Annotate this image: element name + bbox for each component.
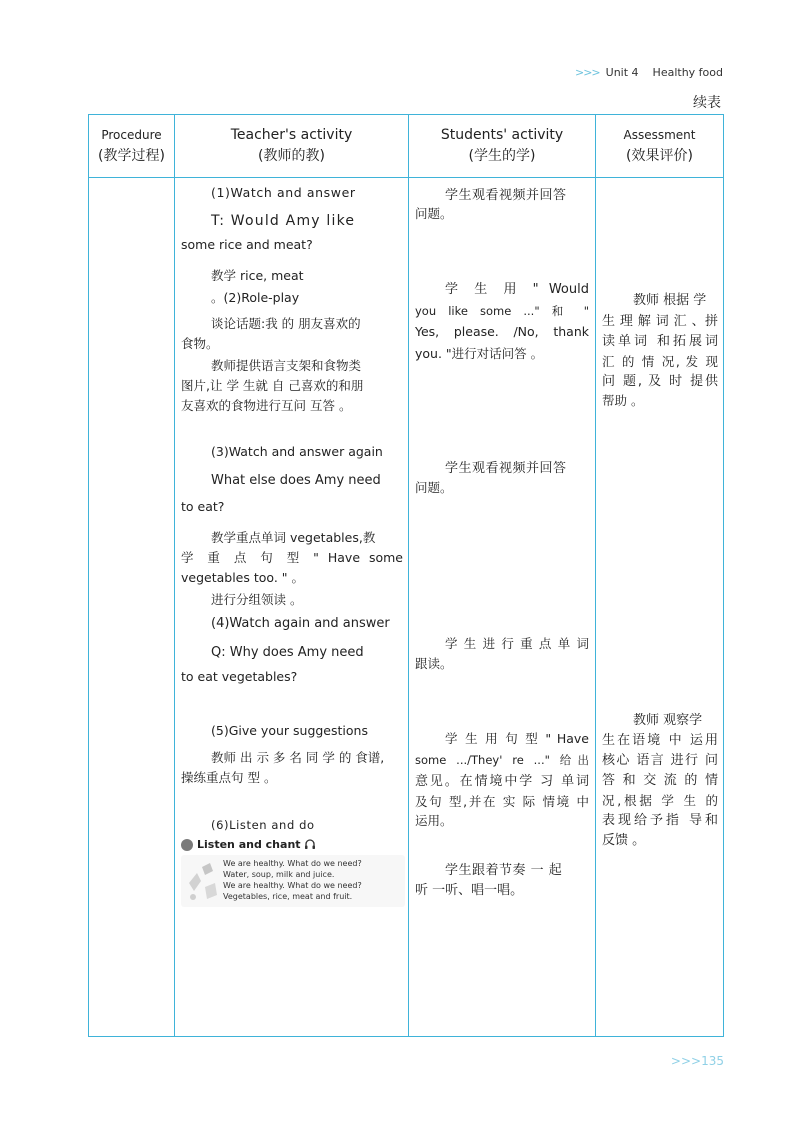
assessment-line: 帮助 。 (602, 393, 644, 408)
header-students (409, 115, 596, 178)
table-header-row (89, 115, 724, 178)
assessment-line: 教师 观察学 (633, 713, 703, 728)
student-line: 学生观看视频并回答 (445, 461, 567, 476)
teacher-line: 。(2)Role-play (211, 290, 300, 305)
student-line: 学 生 进 行 重 点 单 词 (445, 636, 589, 651)
student-line: 学生跟着节奏 一 起 (445, 863, 563, 878)
header-assessment (596, 115, 724, 178)
procedure-cell (89, 178, 175, 1037)
lesson-plan-table (88, 114, 724, 1037)
student-line: 学 生 用 句 型 " Have (445, 731, 589, 746)
teacher-line: (3)Watch and answer again (211, 444, 383, 459)
student-line: 听 一听、唱一唱。 (415, 883, 524, 898)
header-teacher (175, 115, 409, 178)
chant-line: Water, soup, milk and juice. (223, 870, 335, 879)
assessment-line: 问 题, 及 时 提供 (602, 374, 718, 389)
student-line: 问题。 (415, 206, 453, 221)
students-activity-cell (409, 178, 596, 1037)
chant-title: Listen and chant (197, 838, 301, 851)
teacher-line: 图片,让 学 生就 自 己喜欢的和朋 (181, 378, 364, 393)
continued-label: 续表 (693, 95, 721, 111)
student-line: 跟读。 (415, 656, 453, 671)
page-number: >>>135 (670, 1054, 724, 1068)
student-line: Yes, please. /No, thank (415, 324, 589, 339)
assessment-line: 答 和 交 流 的 情 (602, 773, 718, 788)
teacher-line: 教学 rice, meat (211, 268, 304, 283)
header-unit: Unit 4 (605, 66, 639, 79)
assessment-line: 生在语境 中 运用 (602, 733, 718, 748)
assessment-cell (596, 178, 724, 1037)
assessment-line: 教师 根据 学 (633, 293, 707, 308)
header-procedure-en: Procedure (101, 128, 162, 142)
teacher-line: 操练重点句 型 。 (181, 770, 277, 785)
header-students-en: Students' activity (440, 127, 564, 143)
teacher-line: Q: Why does Amy need (211, 645, 364, 660)
chant-lyrics (223, 858, 362, 902)
assessment-line: 读单词 和拓展词 (602, 334, 718, 349)
student-line: you. "进行对话问答 。 (415, 346, 544, 361)
teacher-line: 教学重点单词 vegetables,教 (211, 530, 376, 545)
listen-and-chant-box (181, 838, 405, 907)
teacher-line: 教师提供语言支架和食物类 (211, 358, 362, 373)
header-arrows: >>> (575, 66, 600, 79)
assessment-line: 生 理 解 词 汇 、拼 (602, 314, 718, 329)
chant-illustration (181, 855, 405, 907)
teacher-line: (4)Watch again and answer (211, 616, 390, 631)
bullet-icon (181, 839, 193, 851)
header-procedure (89, 115, 175, 178)
teacher-line: (1)Watch and answer (211, 185, 356, 200)
teacher-line: 食物。 (181, 336, 219, 351)
teacher-line: to eat? (181, 499, 225, 514)
table-row (89, 178, 724, 1037)
student-line: 意见。在情境中学 习 单词 (415, 774, 589, 789)
running-header (575, 66, 723, 79)
header-assessment-en: Assessment (623, 128, 696, 142)
header-teacher-zh: (教师的教) (258, 148, 325, 164)
student-line: 及句 型,并在 实 际 情境 中 (415, 794, 589, 809)
header-assessment-zh: (效果评价) (626, 148, 693, 164)
teacher-line: 学 重 点 句 型 " Have some (181, 550, 403, 565)
chant-line: Vegetables, rice, meat and fruit. (223, 892, 353, 901)
assessment-line: 反馈 。 (602, 833, 646, 848)
student-line: 学 生 用 " Would (445, 282, 589, 297)
header-title: Healthy food (652, 66, 723, 79)
teacher-activity-cell (175, 178, 409, 1037)
student-line: 问题。 (415, 480, 453, 495)
teacher-line: (5)Give your suggestions (211, 723, 368, 738)
teacher-line: 谈论话题:我 的 朋友喜欢的 (211, 316, 361, 331)
teacher-line: (6)Listen and do (211, 818, 315, 832)
teacher-line: vegetables too. " 。 (181, 570, 305, 585)
chant-title-row (181, 838, 405, 851)
chant-line: We are healthy. What do we need? (223, 881, 362, 890)
chant-line: We are healthy. What do we need? (223, 859, 362, 868)
teacher-line: What else does Amy need (211, 473, 381, 488)
header-procedure-zh: (教学过程) (98, 148, 165, 164)
student-line: you like some ..." 和 " (415, 304, 589, 318)
header-teacher-en: Teacher's activity (230, 127, 353, 143)
assessment-line: 况,根据 学 生 的 (602, 793, 718, 808)
teacher-line: to eat vegetables? (181, 669, 298, 684)
food-illustration-icon (185, 861, 221, 903)
headphones-icon (304, 839, 316, 850)
teacher-line: 教师 出 示 多 名 同 学 的 食谱, (211, 750, 385, 765)
teacher-line: some rice and meat? (181, 237, 313, 252)
student-line: 运用。 (415, 813, 453, 828)
teacher-line: 友喜欢的食物进行互问 互答 。 (181, 398, 352, 413)
student-line: some .../They' re ..." 给出 (415, 753, 589, 767)
student-line: 学生观看视频并回答 (445, 188, 567, 203)
header-students-zh: (学生的学) (468, 148, 536, 164)
teacher-line: 进行分组领读 。 (211, 592, 303, 607)
assessment-line: 汇 的 情 况, 发 现 (602, 354, 718, 369)
teacher-line: T: Would Amy like (211, 213, 356, 229)
assessment-line: 核心 语言 进行 问 (602, 753, 718, 768)
assessment-line: 表现给予指 导和 (602, 813, 718, 828)
